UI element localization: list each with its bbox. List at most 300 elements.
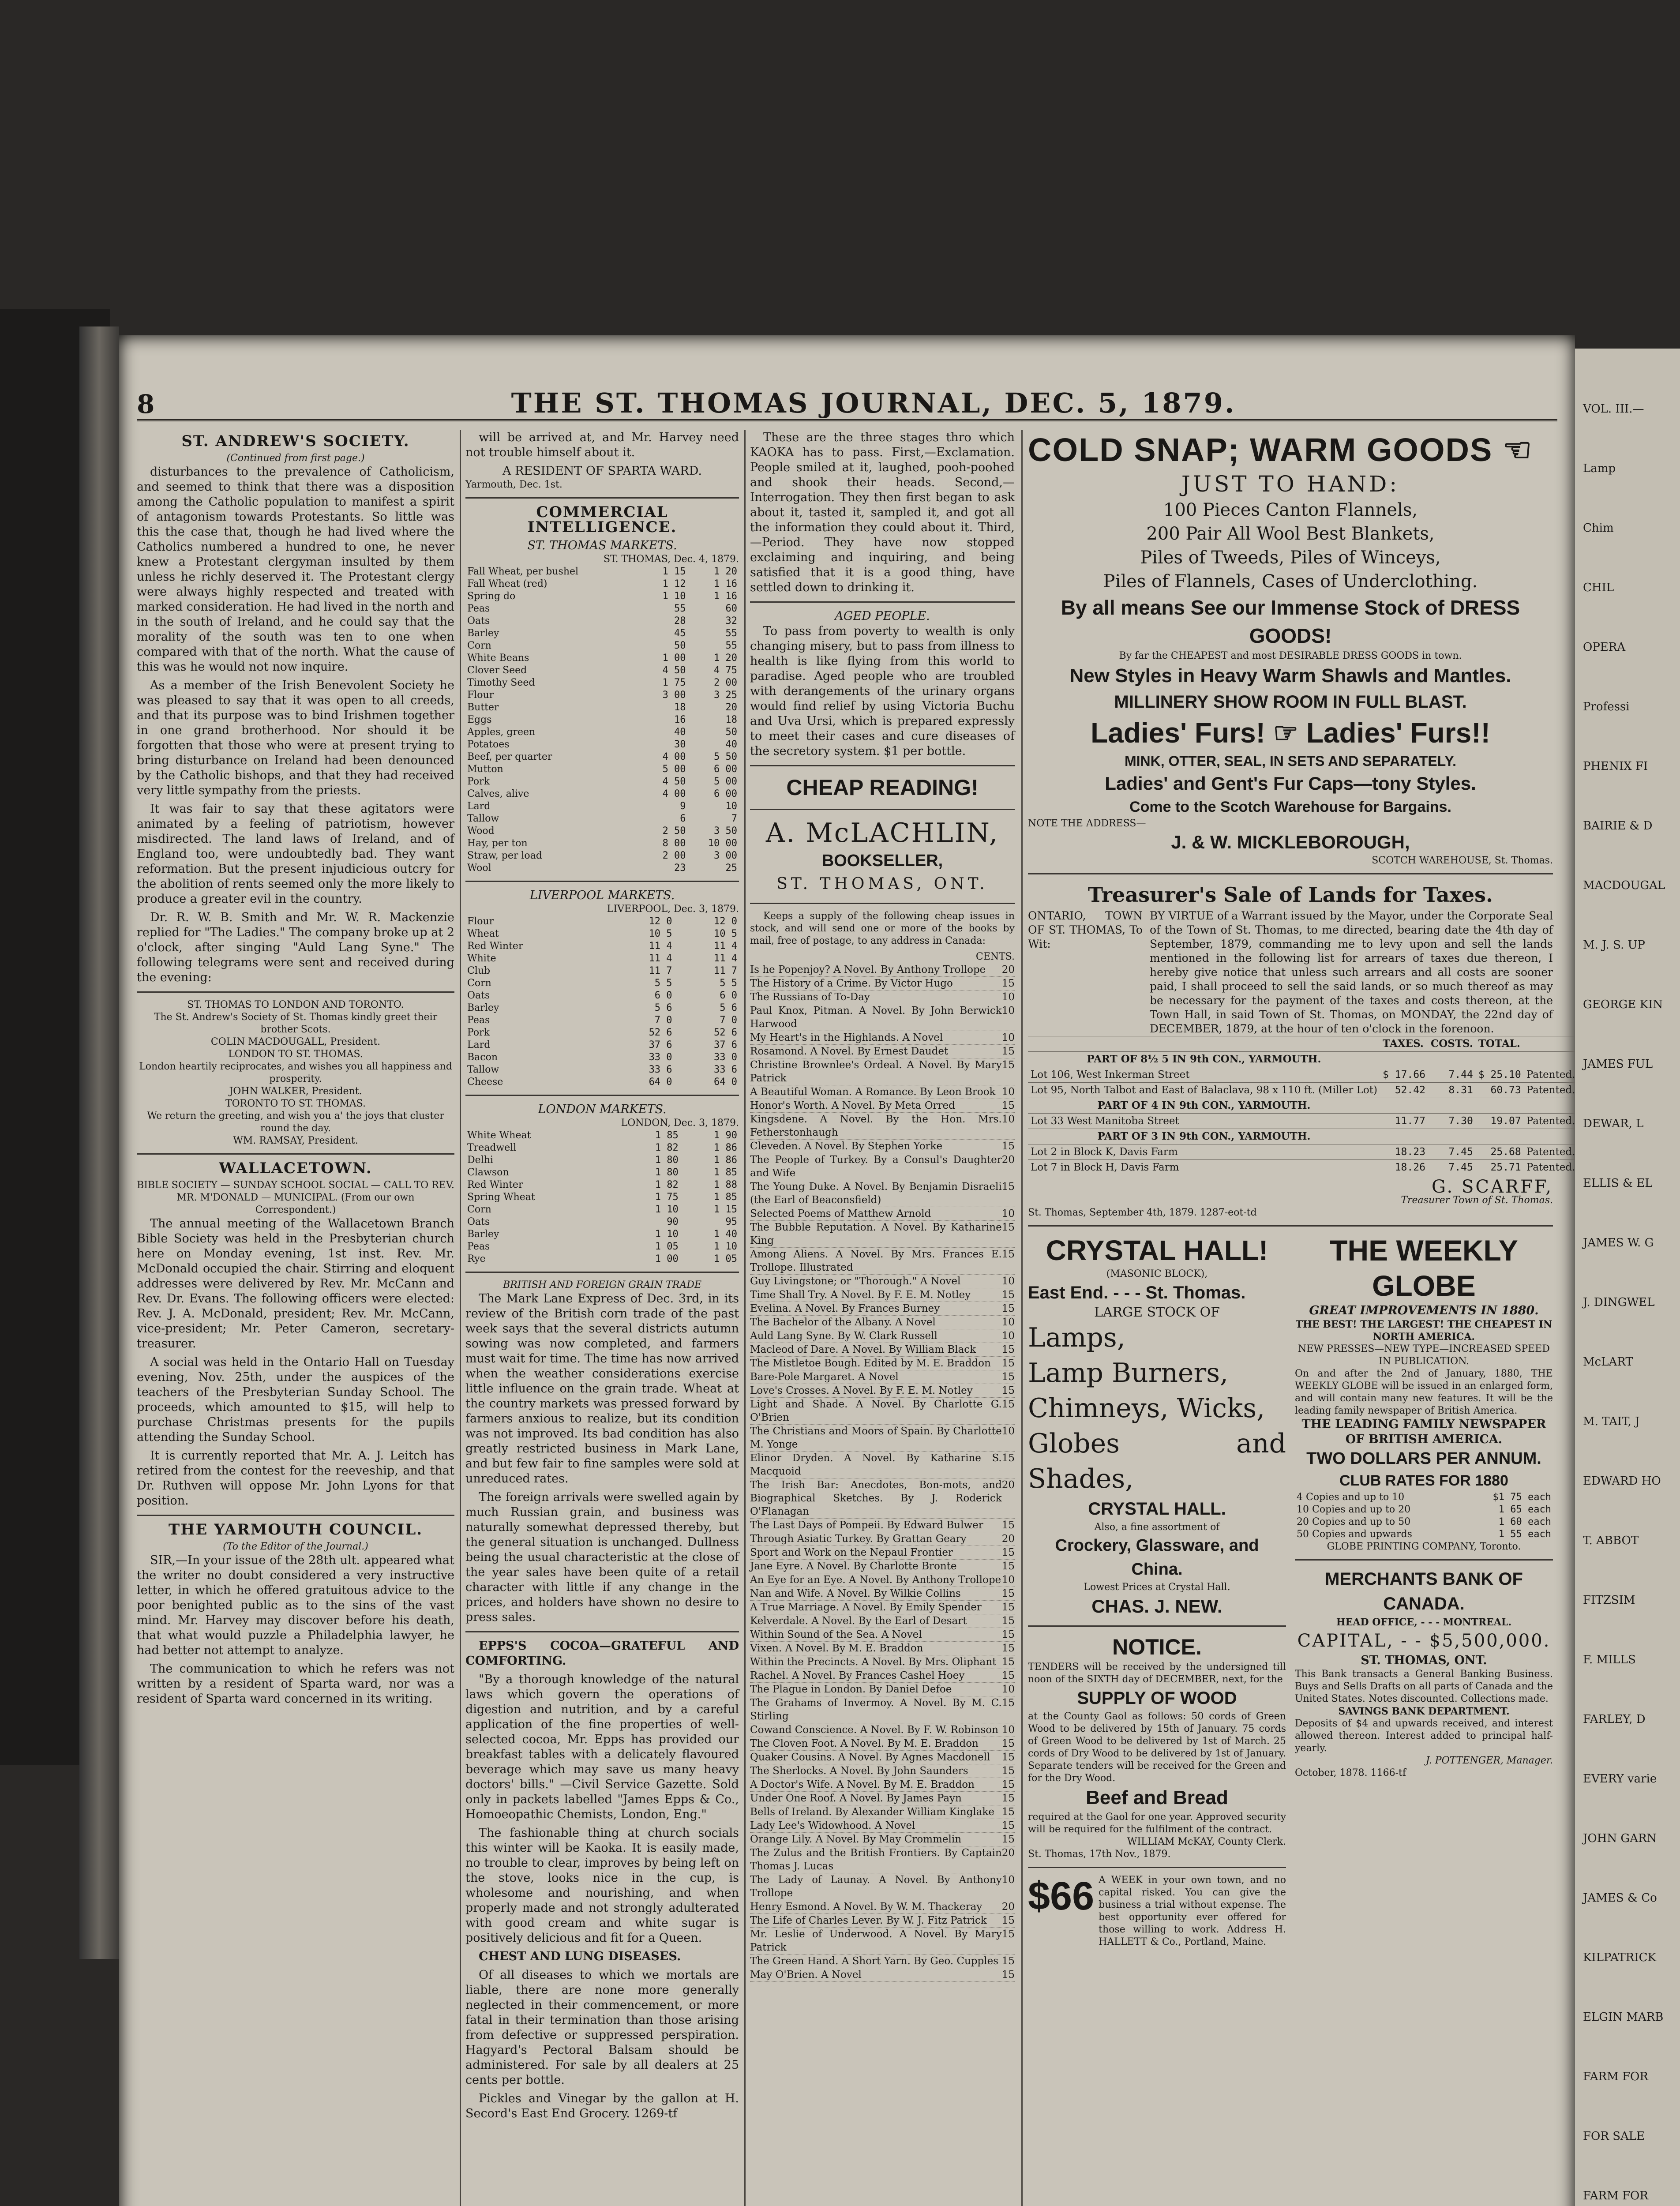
goods-line: 100 Pieces Canton Flannels,	[1163, 500, 1418, 520]
market-row	[465, 1253, 739, 1265]
tax-row	[1028, 1098, 1578, 1114]
telegram-line: We return the greeting, and wish you a' the joys that cluster round the day.	[147, 1111, 444, 1134]
merchant-name: J. & W. MICKLEBOROUGH,	[1171, 832, 1410, 852]
book-item	[750, 1425, 1015, 1452]
pointing-hand-icon: ☜	[1502, 431, 1533, 468]
paragraph: disturbances to the prevalence of Catholicism, and seemed to think that there was a disposition among the Catholic population to manifest a spirit of antagonism towards Protestants. So little was this the case that, though he had lived where the Catholics numbered a hundred to one, he never knew a Protestant clergyman insulted by them unless he richly deserved it. The Protestant clergy were always highly respected and treated with marked consideration. He had lived in the north and in the south of Ireland, and he could say that the morality of the south was ten to one when compared with that of the north. What the cause of this was he would not now inquire.	[137, 465, 455, 674]
market-row	[465, 1002, 739, 1014]
letter-signature: A RESIDENT OF SPARTA WARD.	[502, 464, 702, 478]
globe-best: THE BEST! THE LARGEST! THE CHEAPEST IN NORTH AMERICA.	[1295, 1319, 1552, 1343]
table-cell: Calves, alive	[467, 788, 529, 799]
yarmouth-heading: THE YARMOUTH COUNCIL.	[168, 1521, 423, 1538]
divider	[750, 765, 1015, 766]
book-price: 10	[1001, 1208, 1015, 1219]
book-title: Through Asiatic Turkey. By Grattan Geary	[750, 1533, 967, 1545]
merchant-sub: SCOTCH WAREHOUSE, St. Thomas.	[1372, 855, 1553, 866]
book-price: 15	[1001, 1779, 1015, 1790]
book-item	[750, 1275, 1015, 1288]
tax-cell: 7.44	[1428, 1067, 1476, 1083]
table-cell: 18	[674, 702, 686, 713]
book-item	[750, 1532, 1015, 1546]
table-cell: 1 80	[655, 1155, 679, 1166]
table-cell: 7 0	[654, 1015, 672, 1026]
table-cell: 1 05	[655, 1241, 679, 1252]
table-cell: Mutton	[467, 764, 503, 775]
crystal-sub: (MASONIC BLOCK),	[1106, 1268, 1208, 1279]
table-cell: 55	[725, 628, 737, 639]
table-cell: Tallow	[467, 813, 499, 824]
market-row	[465, 652, 739, 664]
table-cell: Lard	[467, 801, 491, 812]
table-cell: Wheat	[467, 928, 499, 939]
letter-place: Yarmouth, Dec. 1st.	[465, 479, 562, 490]
tax-cell: $ 17.66	[1380, 1067, 1428, 1083]
book-item	[750, 1683, 1015, 1696]
table-cell: Beef, per quarter	[467, 751, 552, 762]
book-item	[750, 1696, 1015, 1723]
book-title: An Eye for an Eye. A Novel. By Anthony Trollope	[750, 1574, 1001, 1586]
book-item	[750, 1914, 1015, 1928]
table-cell: Flour	[467, 916, 494, 927]
market-row	[465, 1167, 739, 1179]
millinery-line: MILLINERY SHOW ROOM IN FULL BLAST.	[1114, 692, 1467, 712]
book-price: 20	[1001, 1901, 1015, 1913]
table-cell: 32	[725, 615, 737, 627]
table-cell: $1 75 each	[1492, 1492, 1551, 1503]
book-price: 10	[1001, 1330, 1015, 1342]
table-cell: 10 5	[649, 928, 672, 939]
book-title: The Plague in London. By Daniel Defoe	[750, 1684, 952, 1695]
table-cell: 64 0	[649, 1077, 672, 1088]
wood-body: at the County Gaol as follows: 50 cords of Green Wood to be delivered by 15th of January. 75 cords of Green Wood to be delivered by 1st of March. 25 cords of Dry Wood to be delivered by 1st of January. Separate tenders will be received for the Green and for the Dry Wood.	[1028, 1711, 1286, 1784]
table-cell: 40	[725, 739, 737, 750]
book-title: Evelina. A Novel. By Frances Burney	[750, 1303, 940, 1314]
book-price: 15	[1001, 1615, 1015, 1627]
tax-cell: 25.68	[1476, 1144, 1524, 1160]
book-item	[750, 1004, 1015, 1031]
book-price: 15	[1001, 1602, 1015, 1613]
column-1	[137, 430, 454, 2206]
table-cell: 33 6	[649, 1064, 672, 1075]
table-cell: Corn	[467, 640, 491, 651]
table-cell: 1 90	[714, 1130, 737, 1141]
table-cell: 7	[731, 813, 737, 824]
grain-trade-heading: BRITISH AND FOREIGN GRAIN TRADE	[502, 1279, 702, 1291]
tax-cell: 11.77	[1380, 1114, 1428, 1129]
column-4-ads	[1028, 430, 1575, 2206]
tax-cell	[1524, 1129, 1578, 1144]
crystal-also: Also, a fine assortment of	[1094, 1522, 1220, 1533]
book-title: The Christians and Moors of Spain. By Charlotte M. Yonge	[750, 1426, 1002, 1450]
telegram-line: London heartily reciprocates, and wishes you all happiness and prosperity.	[139, 1061, 452, 1084]
column-rule	[1021, 430, 1023, 2206]
bank-savings-body: Deposits of $4 and upwards received, and interest allowed thereon. Interest added to principal half-yearly.	[1295, 1718, 1553, 1754]
table-cell: 1 86	[714, 1155, 737, 1166]
divider	[1028, 873, 1553, 874]
market-row	[465, 689, 739, 702]
bookseller-note: Keeps a supply of the following cheap issues in stock, and will send one or more of the books by mail, free of postage, to any address in Canada:	[750, 911, 1015, 946]
tax-header-cell	[1524, 1036, 1578, 1052]
table-cell: 10 00	[708, 838, 737, 849]
book-item	[750, 1560, 1015, 1573]
notice-date: St. Thomas, 17th Nov., 1879.	[1028, 1849, 1171, 1860]
tax-row	[1028, 1160, 1578, 1175]
bank-date: October, 1878. 1166-tf	[1295, 1767, 1406, 1778]
book-title: Under One Roof. A Novel. By James Payn	[750, 1793, 962, 1804]
book-price: 10	[1001, 1276, 1015, 1287]
tax-cell: 8.31	[1428, 1083, 1476, 1098]
market-row	[465, 1039, 739, 1051]
table-cell: 3 00	[714, 850, 737, 861]
market-row	[465, 1179, 739, 1191]
tax-cell	[1476, 1052, 1524, 1067]
book-item	[750, 1614, 1015, 1628]
book-price: 10	[1001, 1574, 1015, 1586]
book-item	[750, 977, 1015, 990]
bank-branch: ST. THOMAS, ONT.	[1361, 1654, 1487, 1667]
table-cell: 30	[674, 739, 686, 750]
book-price: 15	[1001, 1046, 1015, 1057]
chest-heading: CHEST AND LUNG DISEASES.	[479, 1950, 681, 1963]
tax-cell: Lot 7 in Block H, Davis Farm	[1028, 1160, 1380, 1175]
table-cell: 1 00	[662, 653, 686, 664]
table-cell: 1 12	[662, 578, 686, 589]
book-price: 15	[1001, 978, 1015, 989]
book-title: The Life of Charles Lever. By W. J. Fitz Patrick	[750, 1915, 987, 1926]
table-cell: 6 0	[654, 990, 672, 1001]
table-cell: 1 75	[662, 677, 686, 688]
table-cell: 8 00	[662, 838, 686, 849]
edge-line: Lamp	[1583, 462, 1616, 475]
market-row	[465, 627, 739, 640]
bookseller-place: ST. THOMAS, ONT.	[776, 875, 988, 893]
market-row	[465, 965, 739, 977]
table-cell: 1 40	[714, 1229, 737, 1240]
column-2	[465, 430, 739, 2206]
book-title: Selected Poems of Matthew Arnold	[750, 1208, 931, 1219]
book-title: Guy Livingstone; or "Thorough." A Novel	[750, 1276, 961, 1287]
market-row	[465, 590, 739, 603]
book-title: Cowand Conscience. A Novel. By F. W. Robinson	[750, 1724, 998, 1736]
divider	[137, 991, 454, 993]
book-title: Paul Knox, Pitman. A Novel. By John Berwick Harwood	[750, 1005, 1002, 1030]
tax-cell: Lot 95, North Talbot and East of Balaclava, 98 x 110 ft. (Miller Lot)	[1028, 1083, 1380, 1098]
cold-snap-text: COLD SNAP; WARM GOODS	[1028, 431, 1493, 468]
column-3	[750, 430, 1015, 2206]
table-cell: 37 6	[649, 1039, 672, 1050]
tax-cell: 18.23	[1380, 1144, 1428, 1160]
book-item	[750, 1357, 1015, 1370]
book-price: 10	[1001, 1426, 1015, 1437]
club-row	[1295, 1504, 1553, 1516]
book-title: Bells of Ireland. By Alexander William Kinglake	[750, 1806, 995, 1818]
table-cell: 1 16	[714, 591, 737, 602]
tax-header-cell: COSTS.	[1428, 1036, 1476, 1052]
tax-cell: Patented.	[1524, 1083, 1578, 1098]
pickles-notice: Pickles and Vinegar by the gallon at H. Secord's East End Grocery. 1269-tf	[465, 2092, 739, 2120]
market-row	[465, 813, 739, 825]
book-item	[750, 1207, 1015, 1221]
tax-preamble-text: BY VIRTUE of a Warrant issued by the Mayor, under the Corporate Seal of the Town of St. Thomas, to me directed, bearing date the 4th day of September, 1879, commanding me to levy upon and sell the lands mentioned in the following list for arrears of taxes due thereon, I hereby give notice that unless such arrears and all costs are sooner paid, I shall proceed to sell the said lands, or so much thereof as may be necessary for the payment of the taxes and costs thereon, at the Town Hall, in said Town of St. Thomas, on MONDAY, the 22nd day of DECEMBER, 1879, at the hour of ten o'clock in the forenoon.	[1150, 909, 1553, 1035]
book-price: 15	[1001, 1059, 1015, 1071]
club-row	[1295, 1516, 1553, 1528]
book-item	[750, 1642, 1015, 1655]
table-cell: 10 Copies and up to 20	[1297, 1504, 1411, 1515]
table-cell: Cheese	[467, 1077, 503, 1088]
book-price: 15	[1001, 1452, 1015, 1464]
book-item	[750, 1546, 1015, 1560]
book-title: Rachel. A Novel. By Frances Cashel Hoey	[750, 1670, 965, 1681]
market-row	[465, 837, 739, 850]
table-cell: Peas	[467, 1241, 490, 1252]
scotch-line: Come to the Scotch Warehouse for Bargains.	[1129, 799, 1451, 815]
book-price: 10	[1001, 1317, 1015, 1328]
table-cell: 25	[725, 863, 737, 874]
book-item	[750, 963, 1015, 977]
globe-clubs: CLUB RATES FOR 1880	[1339, 1472, 1508, 1489]
book-item	[750, 1452, 1015, 1478]
table-cell: 16	[674, 714, 686, 725]
st-thomas-market-table	[465, 566, 739, 874]
crystal-stock: LARGE STOCK OF	[1094, 1305, 1220, 1320]
market-row	[465, 915, 739, 928]
book-item	[750, 1805, 1015, 1819]
book-item	[750, 1764, 1015, 1778]
book-title: Macleod of Dare. A Novel. By William Black	[750, 1344, 976, 1355]
notice-signature: WILLIAM McKAY, County Clerk.	[1127, 1836, 1286, 1847]
edge-line: M. TAIT, J	[1583, 1415, 1640, 1428]
divider	[1028, 1867, 1286, 1868]
adjacent-page-edge	[1575, 349, 1680, 2206]
paragraph: It is currently reported that Mr. A. J. Leitch has retired from the contest for the reeveship, and that Dr. Ruthven will oppose Mr. John Lyons for that position.	[137, 1449, 454, 1508]
book-title: Vixen. A Novel. By M. E. Braddon	[750, 1643, 923, 1654]
edge-line: McLART	[1583, 1355, 1633, 1369]
book-title: Within Sound of the Sea. A Novel	[750, 1629, 922, 1640]
crystal-prices: Lowest Prices at Crystal Hall.	[1084, 1582, 1230, 1593]
column-rule	[460, 430, 461, 2206]
book-item	[750, 1601, 1015, 1614]
book-title: Orange Lily. A Novel. By May Crommelin	[750, 1834, 962, 1845]
table-cell: 11 4	[649, 953, 672, 964]
edge-line: EDWARD HO	[1583, 1474, 1661, 1488]
market-row	[465, 977, 739, 990]
book-price: 15	[1001, 1643, 1015, 1654]
table-cell: 3 00	[662, 690, 686, 701]
epps-heading: EPPS'S COCOA—GRATEFUL AND COMFORTING.	[465, 1639, 739, 1668]
sixty-six-ad	[1028, 1874, 1286, 1948]
bank-capital: CAPITAL, - - $5,500,000.	[1297, 1631, 1551, 1651]
cold-snap-heading	[1028, 430, 1553, 470]
table-cell: 33 0	[714, 1052, 737, 1063]
book-price: 15	[1001, 1222, 1015, 1233]
continued-note: (Continued from first page.)	[226, 453, 365, 464]
table-cell: Barley	[467, 628, 499, 639]
table-cell: 1 82	[655, 1179, 679, 1190]
book-item	[750, 1900, 1015, 1914]
table-cell: Flour	[467, 690, 494, 701]
book-item	[750, 1316, 1015, 1329]
market-row	[465, 1204, 739, 1216]
tax-cell	[1428, 1052, 1476, 1067]
crystal-item: Chimneys, Wicks,	[1028, 1393, 1265, 1424]
table-cell: 4 00	[662, 751, 686, 762]
globe-presses: NEW PRESSES—NEW TYPE—INCREASED SPEED IN PUBLICATION.	[1298, 1343, 1550, 1367]
st-thomas-markets-heading: ST. THOMAS MARKETS.	[527, 539, 677, 552]
book-price: 15	[1001, 1303, 1015, 1314]
tax-cell: Patented.	[1524, 1067, 1578, 1083]
tax-cell: Lot 106, West Inkerman Street	[1028, 1067, 1380, 1083]
book-title: Henry Esmond. A Novel. By W. M. Thackeray	[750, 1901, 982, 1913]
book-title: The People of Turkey. By a Consul's Daughter and Wife	[750, 1154, 1002, 1179]
book-title: Lady Lee's Widowhood. A Novel	[750, 1820, 915, 1831]
book-item	[750, 1370, 1015, 1384]
divider	[137, 1153, 454, 1155]
table-cell: 4 00	[662, 788, 686, 799]
tax-cell: 19.07	[1476, 1114, 1524, 1129]
book-price: 15	[1001, 1588, 1015, 1599]
market-row	[465, 928, 739, 940]
bank-manager: J. POTTENGER, Manager.	[1425, 1755, 1553, 1766]
table-cell: Barley	[467, 1002, 499, 1013]
table-cell: 4 50	[662, 665, 686, 676]
bank-savings: SAVINGS BANK DEPARTMENT.	[1338, 1706, 1510, 1717]
book-title: Elinor Dryden. A Novel. By Katharine S. Macquoid	[750, 1452, 1002, 1477]
edge-line: DEWAR, L	[1583, 1117, 1644, 1130]
book-price: 15	[1001, 1820, 1015, 1831]
book-item	[750, 1792, 1015, 1805]
table-cell: 12 0	[714, 916, 737, 927]
table-cell: White Wheat	[467, 1130, 531, 1141]
table-cell: 3 25	[714, 690, 737, 701]
edge-line: J. DINGWEL	[1583, 1296, 1655, 1309]
table-cell: 60	[725, 603, 737, 614]
furs-line: Ladies' Furs! ☞ Ladies' Furs!!	[1091, 717, 1490, 749]
table-cell: 45	[674, 628, 686, 639]
paragraph: Dr. R. W. B. Smith and Mr. W. R. Mackenzie replied for "The Ladies." The company broke up at 2 o'clock, after singing "Auld Lang Syne." The following telegrams were sent and received during the evening:	[137, 911, 454, 984]
book-price: 15	[1001, 1399, 1015, 1410]
table-cell: 95	[725, 1216, 737, 1227]
tax-cell	[1380, 1098, 1428, 1114]
book-title: The History of a Crime. By Victor Hugo	[750, 978, 953, 989]
table-cell: Apples, green	[467, 727, 536, 738]
book-price: 15	[1001, 1656, 1015, 1668]
table-cell: 5 00	[714, 776, 737, 787]
table-cell: 1 00	[655, 1253, 679, 1264]
furs-sub: MINK, OTTER, SEAL, IN SETS AND SEPARATELY.	[1124, 753, 1457, 769]
tax-cell	[1380, 1052, 1428, 1067]
divider	[750, 903, 1015, 904]
tax-preamble-left: ONTARIO, TOWN OF ST. THOMAS, To Wit:	[1028, 909, 1143, 950]
table-cell: 6	[680, 813, 686, 824]
book-price: 20	[1001, 1154, 1015, 1166]
table-cell: 20	[725, 702, 737, 713]
book-price: 15	[1001, 1806, 1015, 1818]
globe-address: GLOBE PRINTING COMPANY, Toronto.	[1327, 1541, 1521, 1552]
book-item	[750, 1221, 1015, 1248]
market-row	[465, 862, 739, 874]
book-item	[750, 1180, 1015, 1207]
book-price: 15	[1001, 1752, 1015, 1763]
book-item	[750, 1519, 1015, 1532]
market-row	[465, 990, 739, 1002]
edge-line: GEORGE KIN	[1583, 998, 1663, 1011]
edge-line: FARLEY, D	[1583, 1713, 1646, 1726]
book-title: Time Shall Try. A Novel. By F. E. M. Notley	[750, 1289, 971, 1301]
table-cell: 10	[725, 801, 737, 812]
book-title: The Young Duke. A Novel. By Benjamin Disraeli (the Earl of Beaconsfield)	[750, 1181, 1002, 1206]
goods-line: 200 Pair All Wool Best Blankets,	[1146, 524, 1435, 544]
tax-cell	[1524, 1098, 1578, 1114]
crystal-hall-ad	[1028, 1233, 1286, 1948]
club-row	[1295, 1528, 1553, 1541]
table-cell: 5 6	[720, 1002, 737, 1013]
table-cell: 11 4	[714, 953, 737, 964]
crystal-item: Globes and Shades,	[1028, 1428, 1286, 1494]
tax-cell	[1428, 1098, 1476, 1114]
tax-table	[1028, 1036, 1578, 1175]
book-item	[750, 1573, 1015, 1587]
table-cell: 52 6	[714, 1027, 737, 1038]
aged-people-body: To pass from poverty to wealth is only changing misery, but to pass from illness to health is like flying from this world to paradise. Aged people who are troubled with derangements of the urinary organs would find relief by using Victoria Buchu and Uva Ursi, which is prepared expressly to meet their cases and cure diseases of the secretory system. $1 per bottle.	[750, 624, 1015, 758]
cents-label: CENTS.	[975, 951, 1015, 962]
table-cell: Butter	[467, 702, 499, 713]
book-item	[750, 1329, 1015, 1343]
edge-line: FARM FOR	[1583, 2070, 1648, 2083]
tax-row	[1028, 1129, 1578, 1144]
globe-price: TWO DOLLARS PER ANNUM.	[1306, 1449, 1541, 1468]
book-item	[750, 1833, 1015, 1846]
telegram-heading: ST. THOMAS TO LONDON AND TORONTO.	[187, 999, 404, 1010]
market-row	[465, 763, 739, 776]
book-item	[750, 1153, 1015, 1180]
goods-line: Piles of Tweeds, Piles of Winceys,	[1140, 548, 1441, 568]
table-cell: 2 50	[662, 825, 686, 837]
tax-row	[1028, 1144, 1578, 1160]
book-price: 15	[1001, 1629, 1015, 1640]
table-cell: 28	[674, 615, 686, 627]
book-title: The Mistletoe Bough. Edited by M. E. Braddon	[750, 1358, 991, 1369]
table-cell: 1 82	[655, 1142, 679, 1153]
book-title: My Heart's in the Highlands. A Novel	[750, 1032, 943, 1043]
book-title: The Bachelor of the Albany. A Novel	[750, 1317, 936, 1328]
liverpool-market-table	[465, 915, 739, 1088]
telegram-line: TORONTO TO ST. THOMAS.	[225, 1098, 366, 1109]
market-row	[465, 640, 739, 652]
book-item	[750, 1955, 1015, 1968]
table-cell: 33 6	[714, 1064, 737, 1075]
london-market-table	[465, 1129, 739, 1265]
book-price: 10	[1001, 1724, 1015, 1736]
paragraph: The communication to which he refers was not written by a resident of Sparta ward, nor was a resident of Sparta ward concerned in its writing.	[137, 1662, 454, 1706]
book-item	[750, 1928, 1015, 1955]
edge-line: MACDOUGAL	[1583, 879, 1665, 892]
divider	[465, 881, 739, 882]
table-cell: Wood	[467, 825, 495, 837]
book-price: 10	[1001, 1114, 1015, 1125]
book-item	[750, 1140, 1015, 1153]
cheap-reading-heading: CHEAP READING!	[786, 775, 979, 800]
table-cell: 12 0	[649, 916, 672, 927]
book-price: 15	[1001, 1697, 1015, 1709]
edge-line: ELLIS & EL	[1583, 1177, 1653, 1190]
bookseller-title: BOOKSELLER,	[821, 852, 943, 870]
book-title: Love's Crosses. A Novel. By F. E. M. Notley	[750, 1385, 973, 1396]
book-price: 15	[1001, 1928, 1015, 1940]
book-item	[750, 1737, 1015, 1751]
bank-heading: MERCHANTS BANK OF CANADA.	[1325, 1569, 1523, 1613]
book-title: Is he Popenjoy? A Novel. By Anthony Trollope	[750, 964, 986, 975]
edge-line: PHENIX FI	[1583, 760, 1648, 773]
